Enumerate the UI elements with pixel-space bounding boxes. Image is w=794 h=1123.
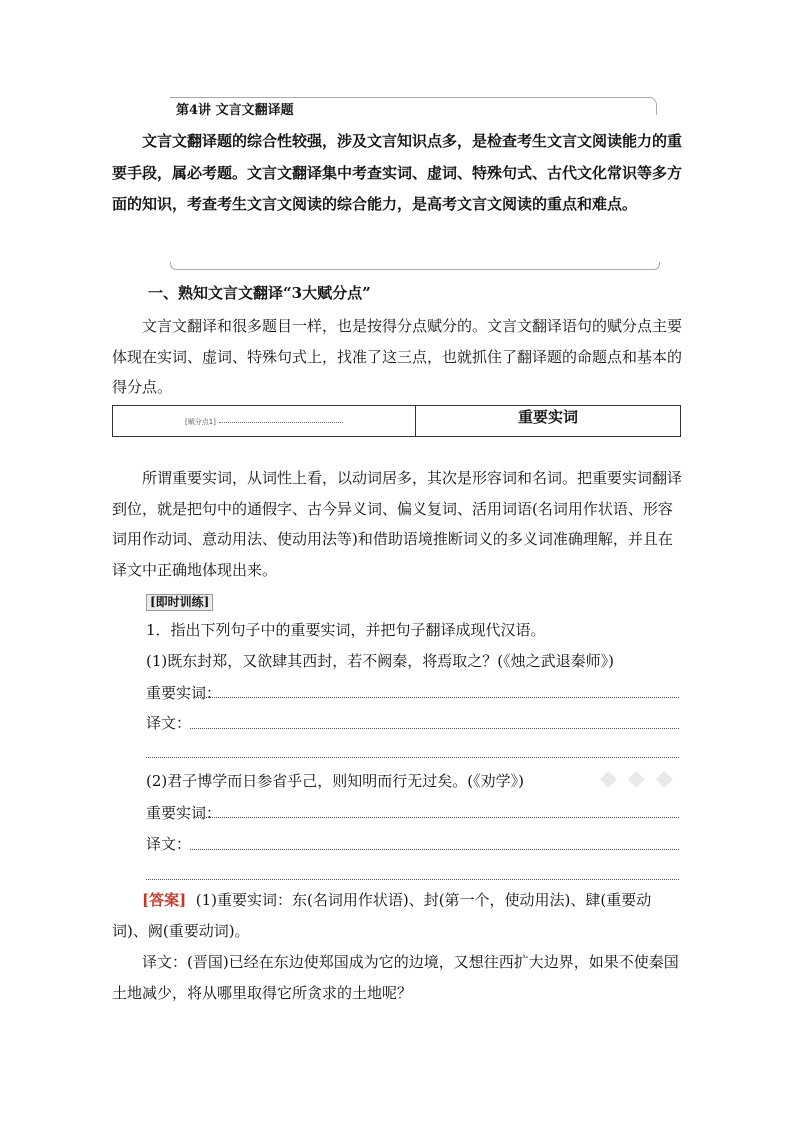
drill-tag: [即时训练] <box>146 594 213 611</box>
scoring-point-title: 重要实词 <box>517 408 578 426</box>
drill-sentence-2: (2)君子博学而日参省乎己，则知明而行无过矣。(《劝学》) <box>146 772 524 790</box>
intro-bottom-rule <box>170 262 660 270</box>
keyword-label-2: 重要实词： <box>146 804 222 822</box>
keyword-label-1: 重要实词： <box>146 684 222 702</box>
translation-label-2: 译文： <box>146 835 192 853</box>
answer-keywords-paragraph <box>112 885 682 947</box>
scoring-point-table <box>112 405 681 437</box>
section-paragraph: 文言文翻译和很多题目一样，也是按得分点赋分的。文言文翻译语句的赋分点主要体现在实词、虚词、特殊句式上，找准了这三点，也就抓住了翻译题的命题点和基本的得分点。 <box>112 317 683 396</box>
answer-keywords: (1)重要实词：东(名词用作状语)、封(第一个，使动用法)、肆(重要动词)、阙(重要动词)。 <box>112 891 652 940</box>
translation-answer-line-2a[interactable] <box>190 849 679 850</box>
section-heading: 一、熟知文言文翻译“3大赋分点” <box>148 284 371 302</box>
explanation-paragraph: 所谓重要实词，从词性上看，以动词居多，其次是形容词和名词。把重要实词翻译到位，就是把句中的通假字、古今异义词、偏义复词、活用词语(名词用作状语、形容词用作动词、意动用法、使动用法等)和借助语境推断词义的多义词准确理解，并且在译文中正确地体现出来。 <box>112 469 683 579</box>
watermark: ◆ ◆ ◆ <box>600 766 675 791</box>
answer-tag: [答案] <box>142 891 187 909</box>
scoring-point-tag: [赋分点1] <box>185 418 216 426</box>
intro-paragraph: 文言文翻译题的综合性较强，涉及文言知识点多，是检查考生文言文阅读能力的重要手段，属必考题。文言文翻译集中考查实词、虚词、特殊句式、古代文化常识等多方面的知识，考查考生文言文阅读的综合能力，是高考文言文阅读的重点和难点。 <box>112 132 683 213</box>
drill-sentence-1: (1)既东封郑，又欲肆其西封，若不阙秦，将焉取之？(《烛之武退秦师》) <box>146 652 614 670</box>
lesson-title: 第4讲 文言文翻译题 <box>176 103 294 118</box>
translation-answer-line-1a[interactable] <box>190 728 679 729</box>
translation-answer-line-2b[interactable] <box>146 879 679 880</box>
keyword-answer-line-1[interactable] <box>196 697 679 698</box>
answer-translation: 译文：(晋国)已经在东边使郑国成为它的边境，又想往西扩大边界，如果不使秦国土地减少，将从哪里取得它所贪求的土地呢？ <box>112 953 679 1002</box>
keyword-answer-line-2[interactable] <box>196 817 679 818</box>
drill-question: 1．指出下列句子中的重要实词，并把句子翻译成现代汉语。 <box>146 621 546 639</box>
translation-label-1: 译文： <box>146 714 192 732</box>
translation-answer-line-1b[interactable] <box>146 757 679 758</box>
dotted-leader <box>219 422 343 423</box>
scoring-point-cell <box>113 406 416 436</box>
